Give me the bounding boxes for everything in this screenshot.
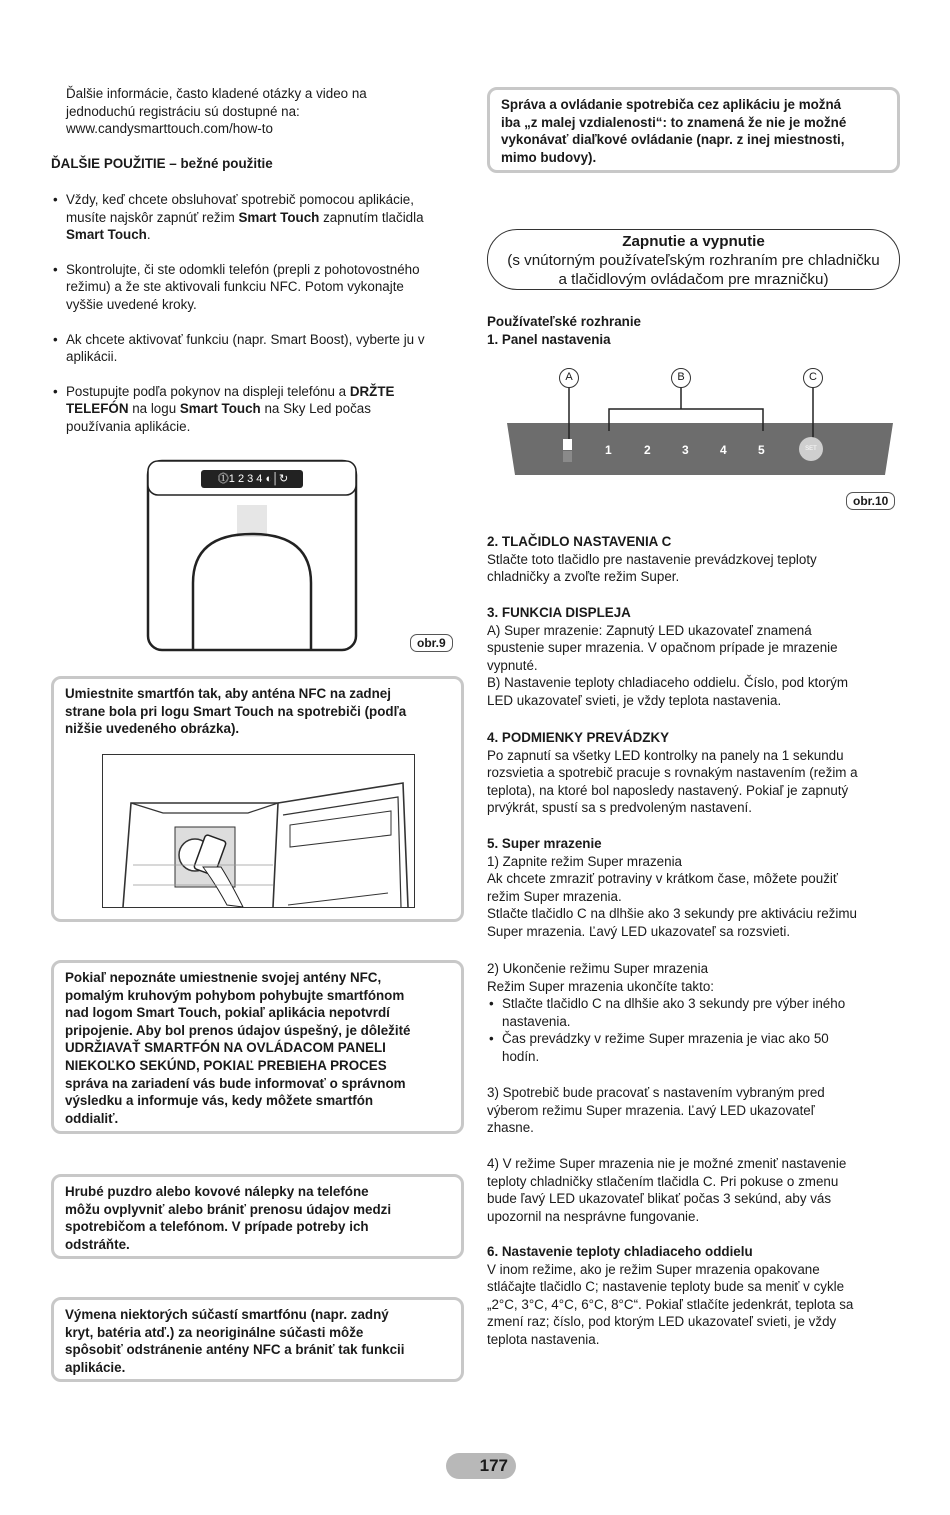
section-5-part-3: 3) Spotrebič bude pracovať s nastavením vybraným pred výberom režimu Super mrazenia. Ľavý LED ukazovateľ zhasne.: [487, 1085, 825, 1136]
bullet-item: • Vždy, keď chcete obsluhovať spotrebič pomocou aplikácie, musíte najskôr zapnúť režim Smart Touch zapnutím tlačidla Smart Touch.: [51, 191, 466, 244]
panel-label-a: A: [559, 368, 579, 388]
fridge-front-illustration: [145, 458, 360, 653]
figure-10-label: obr.10: [846, 492, 895, 510]
on-off-heading-oval: Zapnutie a vypnutie (s vnútorným používateľským rozhraním pre chladničku a tlačidlovým ovládačom pre mrazničku): [487, 229, 900, 290]
figure-9-label: obr.9: [410, 634, 453, 652]
bullet-item: • Stlačte tlačidlo C na dlhšie ako 3 sekundy pre výber iného nastavenia.: [487, 995, 907, 1030]
section-5-part-4: 4) V režime Super mrazenia nie je možné zmeniť nastavenie teploty chladničky stlačením tlačidla C. Pri pokuse o zmenu bude ľavý LED ukazovateľ blikať počas 3 sekúnd, aby vás upozornil na nesprávne fungovanie.: [487, 1156, 847, 1224]
control-panel-illustration: [505, 365, 895, 477]
section-6: 6. Nastavenie teploty chladiaceho oddielu V inom režime, ako je režim Super mrazenia opakovane stláčajte tlačidlo C; nastavenie teploty bude sa meniť v cykle „2°C, 3°C, 4°C, 6°C, 8°C“. Pokiaľ stlačíte jedenkrát, teplota sa zmení raz; číslo, pod ktorým LED ukazovateľ svieti, je vždy teplota nastavenia.: [487, 1244, 854, 1347]
phone-case-note: Hrubé puzdro alebo kovové nálepky na telefóne môžu ovplyvniť alebo brániť prenosu údajov medzi spotrebičom a telefónom. V prípade potreby ich odstráňte.: [51, 1174, 464, 1259]
usage-heading: ĎALŠIE POUŽITIE – bežné použitie: [51, 156, 273, 171]
bullet-item: • Skontrolujte, či ste odomkli telefón (prepli z pohotovostného režimu) a že ste aktivovali funkciu NFC. Potom vykonajte vyššie uvedené kroky.: [51, 261, 466, 314]
panel-number-4: 4: [720, 443, 727, 457]
panel-number-5: 5: [758, 443, 765, 457]
panel-label-b: B: [671, 368, 691, 388]
nfc-placement-note: Umiestnite smartfón tak, aby anténa NFC na zadnej strane bola pri logu Smart Touch na spotrebiči (podľa nižšie uvedeného obrázka).: [51, 676, 464, 922]
exit-super-bullets: [487, 995, 907, 1065]
bullet-item: • Postupujte podľa pokynov na displeji telefónu a DRŽTE TELEFÓN na logu Smart Touch na Sky Led počas používania aplikácie.: [51, 383, 466, 436]
section-5-part-2: 2) Ukončenie režimu Super mrazenia Režim Super mrazenia ukončíte takto: • Stlačte tlačidlo C na dlhšie ako 3 sekundy pre výber iného nastavenia. • Čas prevádzky v režime Super mrazenia je viac ako 50 hodín.: [487, 960, 907, 1066]
section-2: 2. TLAČIDLO NASTAVENIA C Stlačte toto tlačidlo pre nastavenie prevádzkovej teploty chladničky a zvoľte režim Super.: [487, 534, 817, 585]
set-button: SET: [805, 446, 817, 452]
intro-paragraph: Ďalšie informácie, často kladené otázky a video na jednoduchú registráciu sú dostupné na: www.candysmarttouch.com/how-to: [66, 86, 367, 137]
bullet-item: • Čas prevádzky v režime Super mrazenia je viac ako 50 hodín.: [487, 1030, 907, 1065]
phone-on-fridge-illustration: [102, 754, 415, 908]
page-number: 177: [446, 1453, 516, 1479]
remote-control-note: Správa a ovládanie spotrebiča cez aplikáciu je možná iba „z malej vzdialenosti“: to znamená že nie je možné vykonávať diaľkové ovládanie (napr. z inej miestnosti, mimo budovy).: [487, 87, 900, 173]
non-original-parts-note: Výmena niektorých súčastí smartfónu (napr. zadný kryt, batéria atď.) za neoriginálne súčasti môže spôsobiť odstránenie antény NFC a brániť tak funkcii aplikácie.: [51, 1297, 464, 1382]
section-5: 5. Super mrazenie 1) Zapnite režim Super mrazenia Ak chcete zmraziť potraviny v krátkom čase, môžete použiť režim Super mrazenia. Stlačte tlačidlo C na dlhšie ako 3 sekundy pre aktiváciu režimu Super mrazenia. Ľavý LED ukazovateľ sa rozsvieti.: [487, 836, 857, 939]
panel-number-1: 1: [605, 443, 612, 457]
nfc-unknown-location-note: Pokiaľ nepoznáte umiestnenie svojej antény NFC, pomalým kruhovým pohybom pohybujte smartfónom nad logom Smart Touch, pokiaľ aplikácia nepotvrdí pripojenie. Aby bol prenos údajov úspešný, je dôležité UDRŽIAVAŤ SMARTFÓN NA OVLÁDACOM PANELI NIEKOĽKO SEKÚND, POKIAĽ PREBIEHA PROCES správa na zariadení vás bude informovať o správnom výsledku a informuje vás, kedy môžete smartfón oddialiť.: [51, 960, 464, 1134]
panel-label-c: C: [803, 368, 823, 388]
usage-bullets: [51, 191, 466, 436]
fridge-display-strip: ⓵1 2 3 4 ◐│↻: [217, 473, 289, 485]
section-3: 3. FUNKCIA DISPLEJA A) Super mrazenie: Zapnutý LED ukazovateľ znamená spustenie super mrazenia. V opačnom prípade je mrazenie vypnuté. B) Nastavenie teploty chladiaceho oddielu. Číslo, pod ktorým LED ukazovateľ svieti, je vždy teplota nastavenia.: [487, 605, 848, 708]
panel-number-3: 3: [682, 443, 689, 457]
section-4: 4. PODMIENKY PREVÁDZKY Po zapnutí sa všetky LED kontrolky na panely na 1 sekundu rozsvietia a spotrebič pracuje s rovnakým nastavením (režim a teplota), na ktoré bol naposledy nastavený. Pokiaľ je zapnutý prvýkrát, spustí sa s predvoleným nastavení.: [487, 730, 858, 816]
panel-number-2: 2: [644, 443, 651, 457]
ui-heading: Používateľské rozhranie 1. Panel nastavenia: [487, 314, 641, 347]
bullet-item: • Ak chcete aktivovať funkciu (napr. Smart Boost), vyberte ju v aplikácii.: [51, 331, 466, 366]
